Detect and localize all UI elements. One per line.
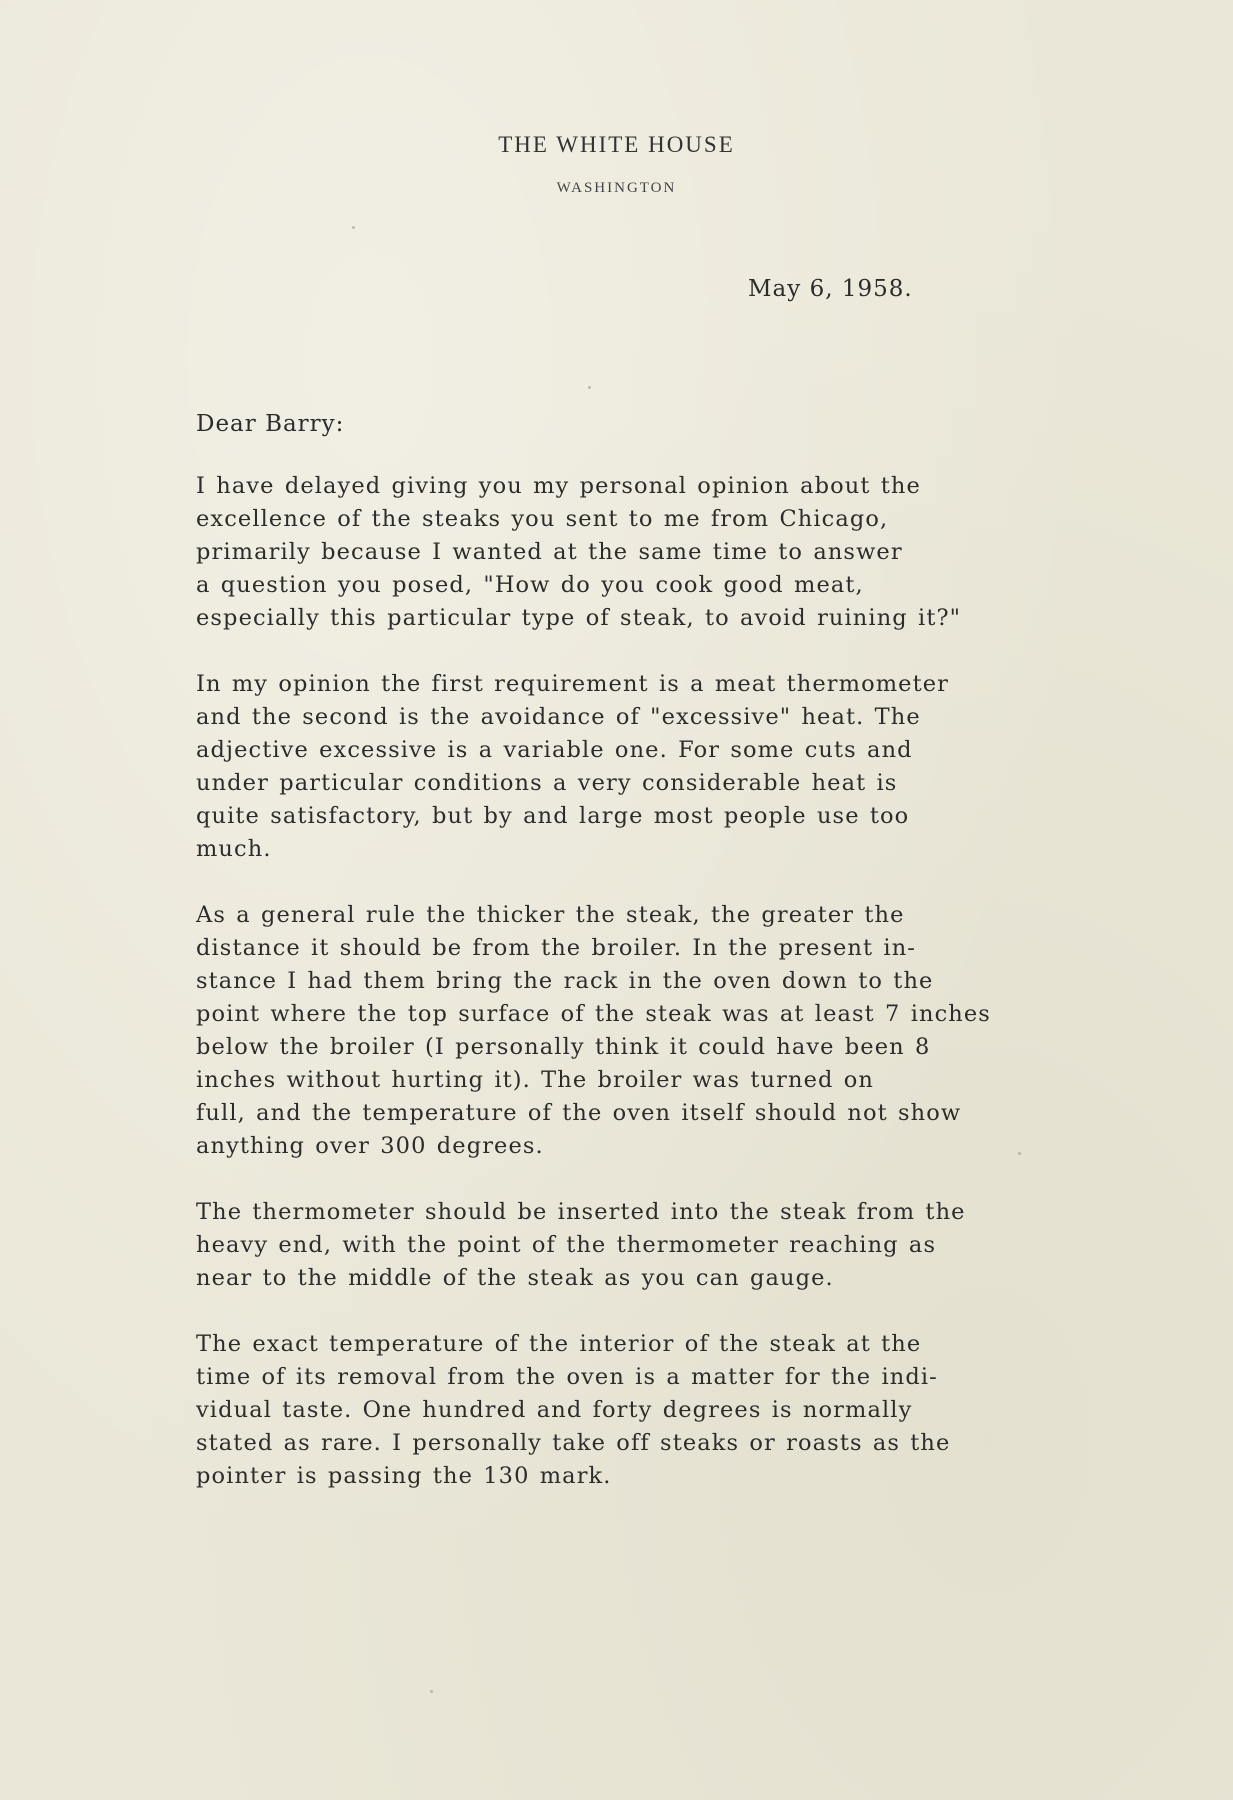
text-line: distance it should be from the broiler. In the present in- (196, 935, 917, 961)
text-line: primarily because I wanted at the same time to answer (196, 539, 903, 565)
text-line: The exact temperature of the interior of the steak at the (196, 1331, 922, 1357)
paper-speck (1018, 1152, 1021, 1155)
paragraph-5 (196, 1328, 1096, 1493)
text-line: much. (196, 836, 272, 862)
text-line: stated as rare. I personally take off steaks or roasts as the (196, 1430, 951, 1456)
text-line: excellence of the steaks you sent to me from Chicago, (196, 506, 889, 532)
text-line: inches without hurting it). The broiler was turned on (196, 1067, 874, 1093)
text-line: time of its removal from the oven is a matter for the indi- (196, 1364, 938, 1390)
paragraph-1 (196, 470, 1096, 635)
letter-date: May 6, 1958. (748, 276, 913, 302)
letter-body (196, 470, 1096, 1526)
letterhead-title: THE WHITE HOUSE (498, 132, 735, 157)
text-line: near to the middle of the steak as you can gauge. (196, 1265, 834, 1291)
text-line: especially this particular type of steak, to avoid ruining it?" (196, 605, 962, 631)
text-line: I have delayed giving you my personal opinion about the (196, 473, 921, 499)
text-line: point where the top surface of the steak was at least 7 inches (196, 1001, 991, 1027)
text-line: vidual taste. One hundred and forty degrees is normally (196, 1397, 913, 1423)
text-line: As a general rule the thicker the steak, the greater the (196, 902, 905, 928)
paper-speck (352, 226, 355, 229)
paper-speck (588, 386, 591, 389)
salutation: Dear Barry: (196, 411, 345, 437)
text-line: heavy end, with the point of the thermometer reaching as (196, 1232, 937, 1258)
paper-speck (430, 1690, 433, 1693)
paragraph-3 (196, 899, 1096, 1163)
text-line: quite satisfactory, but by and large most people use too (196, 803, 910, 829)
paragraph-4 (196, 1196, 1096, 1295)
letterhead-subtitle: WASHINGTON (556, 180, 677, 196)
text-line: adjective excessive is a variable one. For some cuts and (196, 737, 913, 763)
text-line: In my opinion the first requirement is a meat thermometer (196, 671, 950, 697)
text-line: anything over 300 degrees. (196, 1133, 544, 1159)
text-line: stance I had them bring the rack in the oven down to the (196, 968, 934, 994)
text-line: below the broiler (I personally think it could have been 8 (196, 1034, 931, 1060)
paragraph-2 (196, 668, 1096, 866)
text-line: under particular conditions a very considerable heat is (196, 770, 898, 796)
text-line: and the second is the avoidance of "excessive" heat. The (196, 704, 921, 730)
text-line: The thermometer should be inserted into the steak from the (196, 1199, 966, 1225)
text-line: a question you posed, "How do you cook good meat, (196, 572, 864, 598)
text-line: pointer is passing the 130 mark. (196, 1463, 612, 1489)
text-line: full, and the temperature of the oven itself should not show (196, 1100, 962, 1126)
